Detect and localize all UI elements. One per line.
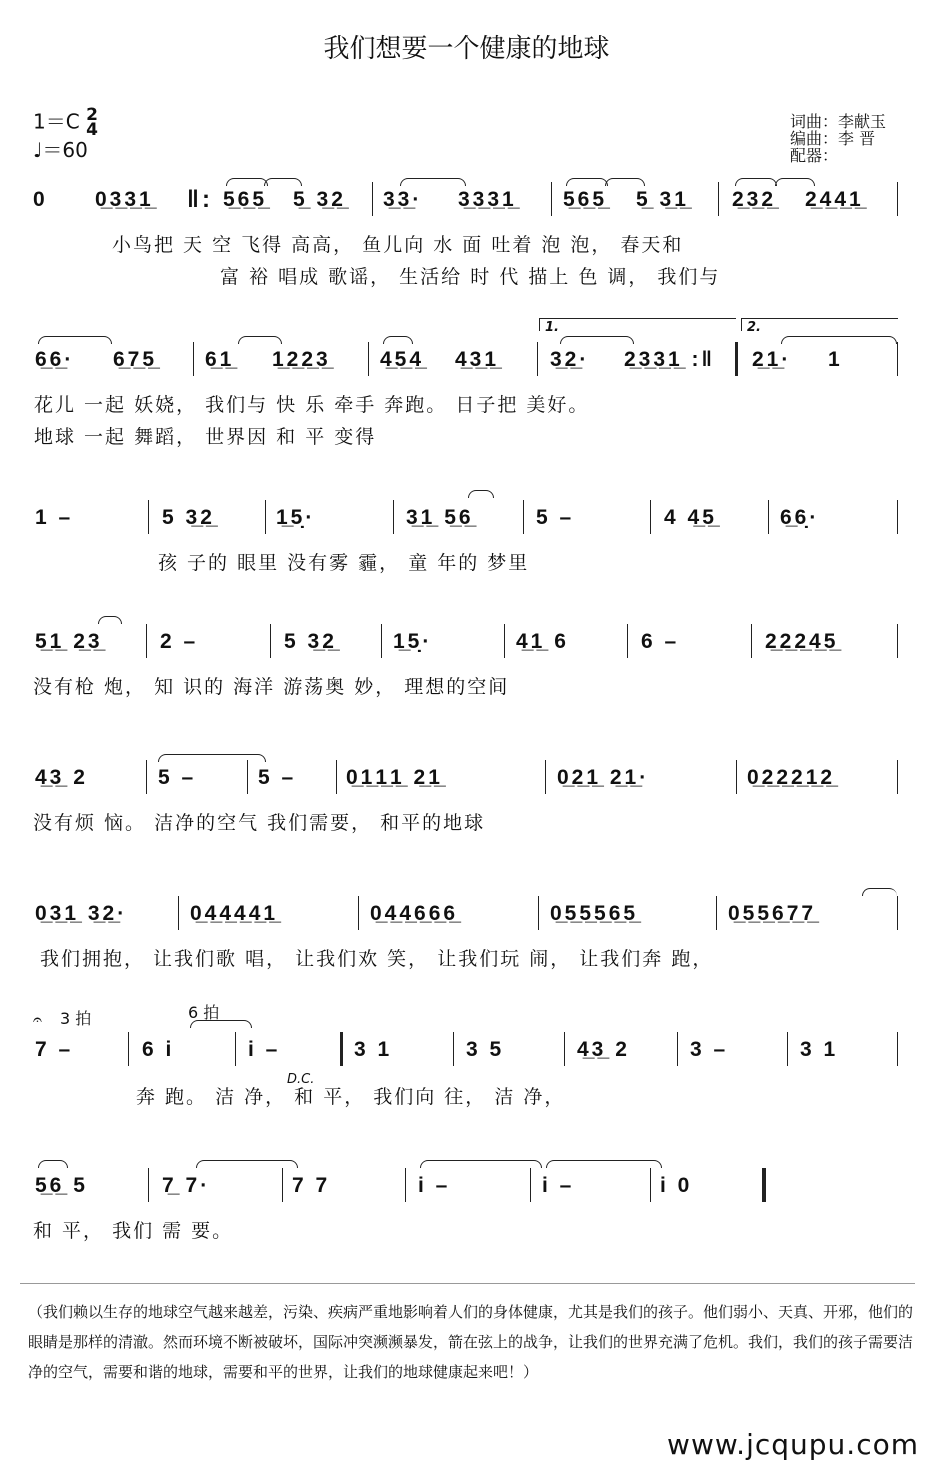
slur bbox=[605, 178, 645, 186]
bar-line bbox=[897, 342, 898, 376]
bar-line bbox=[897, 760, 898, 794]
volta-1-bracket bbox=[539, 318, 736, 331]
system-8 bbox=[0, 1156, 933, 1246]
measure: 4 4̲5̲ bbox=[664, 506, 717, 529]
fermata-duration: 3 拍 bbox=[60, 1009, 92, 1028]
bar-line bbox=[148, 500, 149, 534]
measure: 2̲2̲2̲4̲5̲ bbox=[765, 630, 839, 653]
lyrics-verse-1: 花儿 一起 妖娆， 我们与 快 乐 牵手 奔跑。 日子把 美好。 bbox=[34, 394, 590, 416]
slur bbox=[38, 1160, 68, 1168]
slur bbox=[226, 178, 268, 186]
volta-2-bracket bbox=[741, 318, 898, 331]
lyrics-verse-2: 地球 一起 舞蹈， 世界因 和 平 变得 bbox=[34, 426, 377, 448]
measure: 0̲3̲3̲1̲ bbox=[95, 188, 154, 211]
divider bbox=[20, 1283, 915, 1284]
measure: 0̲3̲1̲ 3̲2̲· bbox=[35, 902, 128, 925]
measure: 2̲4̲4̲1̲ bbox=[805, 188, 864, 211]
measure: 2 – bbox=[160, 630, 199, 653]
measure: 4̲1̲ 6 bbox=[516, 630, 569, 653]
bar-line bbox=[537, 342, 538, 376]
bar-line bbox=[368, 342, 369, 376]
measure: 6 i bbox=[142, 1038, 175, 1061]
bar-line bbox=[897, 896, 898, 930]
final-bar-line bbox=[762, 1168, 766, 1202]
slur bbox=[775, 178, 815, 186]
tie bbox=[862, 888, 897, 896]
measure: 6̲1̲ bbox=[205, 348, 235, 371]
bar-line bbox=[270, 624, 271, 658]
measure: 1̲5̣· bbox=[276, 506, 316, 529]
footnote: （我们赖以生存的地球空气越来越差，污染、疾病严重地影响着人们的身体健康，尤其是我们的孩子。他们弱小、天真、开邪，他们的眼睛是那样的清澈。然而环境不断被破坏，国际冲突濒濒暴发，箭在弦上的战争，让我们的世界充满了危机。我们，我们的孩子需要洁净的空气，需要和谐的地球，需要和平的世界，让我们的地球健康起来吧！） bbox=[28, 1303, 914, 1381]
volta-2-label: 2. bbox=[747, 320, 761, 335]
system-6 bbox=[0, 882, 933, 972]
measure: 5̲ 3̲1̲ bbox=[636, 188, 689, 211]
slur bbox=[38, 336, 112, 344]
measure: 2̲3̲3̲1̲ :‖ bbox=[624, 348, 715, 371]
key-tempo-block bbox=[33, 105, 98, 162]
bar-line bbox=[718, 182, 719, 216]
measure: 0̲4̲4̲6̲6̲6̲ bbox=[370, 902, 459, 925]
bar-line bbox=[768, 500, 769, 534]
tie bbox=[546, 1160, 662, 1168]
measure: i – bbox=[542, 1174, 575, 1197]
measure: 4̲3̲ 2 bbox=[35, 766, 88, 789]
measure: 5̲ 3̲2̲ bbox=[293, 188, 346, 211]
measure: 6̲7̲5̲ bbox=[113, 348, 158, 371]
bar-line bbox=[530, 1168, 531, 1202]
hold-duration: 6 拍 bbox=[188, 1003, 220, 1022]
measure: 4̲3̲1̲ bbox=[455, 348, 500, 371]
repeat-end-bar bbox=[735, 342, 738, 376]
bar-line bbox=[146, 760, 147, 794]
lyrics: 没有枪 炮， 知 识的 海洋 游荡奥 妙， 理想的空间 bbox=[33, 676, 510, 698]
key-signature: 1＝C bbox=[33, 109, 80, 134]
lyrics: 没有烦 恼。 洁净的空气 我们需要， 和平的地球 bbox=[33, 812, 486, 834]
measure: 0̲4̲4̲4̲4̲1̲ bbox=[190, 902, 279, 925]
bar-line bbox=[538, 896, 539, 930]
measure: 0̲2̲1̲ 2̲1̲· bbox=[557, 766, 650, 789]
bar-line bbox=[128, 1032, 129, 1066]
slur bbox=[566, 178, 608, 186]
system-4 bbox=[0, 612, 933, 702]
measure: i – bbox=[418, 1174, 451, 1197]
measure: 0̲5̲5̲6̲7̲7̲ bbox=[728, 902, 817, 925]
lyrics: 孩 子的 眼里 没有雾 霾， 童 年的 梦里 bbox=[158, 552, 530, 574]
bar-line bbox=[146, 624, 147, 658]
bar-line bbox=[336, 760, 337, 794]
tie bbox=[781, 336, 897, 344]
measure: 3 1 bbox=[800, 1038, 839, 1061]
measure: 1 – bbox=[35, 506, 74, 529]
system-3 bbox=[0, 490, 933, 580]
measure: 5̲6̲5̲ bbox=[223, 188, 268, 211]
measure: 3 1 bbox=[354, 1038, 393, 1061]
tie bbox=[420, 1160, 542, 1168]
bar-line bbox=[751, 624, 752, 658]
measure: 6̲6̣· bbox=[780, 506, 820, 529]
slur bbox=[383, 336, 413, 344]
measure: 1̲5̣· bbox=[393, 630, 433, 653]
system-1 bbox=[0, 180, 933, 290]
bar-line bbox=[504, 624, 505, 658]
measure: 7 – bbox=[35, 1038, 74, 1061]
measure: 6 – bbox=[641, 630, 680, 653]
bar-line bbox=[716, 896, 717, 930]
bar-line bbox=[545, 760, 546, 794]
tie bbox=[196, 1160, 298, 1168]
slur bbox=[400, 178, 466, 186]
bar-line bbox=[551, 182, 552, 216]
bar-line bbox=[897, 500, 898, 534]
measure: 4̲5̲4̲ bbox=[380, 348, 425, 371]
tie bbox=[190, 1020, 252, 1028]
bar-line bbox=[381, 624, 382, 658]
measure: 2̲3̲2̲ bbox=[732, 188, 777, 211]
bar-line bbox=[358, 896, 359, 930]
da-capo-marking: D.C. bbox=[287, 1072, 315, 1087]
bar-line bbox=[897, 182, 898, 216]
bar-line bbox=[897, 1032, 898, 1066]
measure: 3 – bbox=[690, 1038, 729, 1061]
slur bbox=[560, 336, 634, 344]
measure: 7̲ 7· bbox=[162, 1174, 211, 1197]
bar-line bbox=[897, 624, 898, 658]
measure: 5̲1̲ 2̲3̲ bbox=[35, 630, 103, 653]
bar-line bbox=[627, 624, 628, 658]
lyrics: 我们拥抱， 让我们歌 唱， 让我们欢 笑， 让我们玩 闹， 让我们奔 跑， bbox=[40, 948, 714, 970]
measure: 5 – bbox=[158, 766, 197, 789]
credits bbox=[790, 113, 886, 164]
repeat-start: ‖: bbox=[187, 186, 213, 213]
slur bbox=[98, 616, 122, 624]
volta-1-label: 1. bbox=[545, 320, 559, 335]
measure: i – bbox=[248, 1038, 281, 1061]
measure: 2̲1̲· bbox=[752, 348, 792, 371]
measure: 5 – bbox=[536, 506, 575, 529]
measure: 0 bbox=[33, 188, 48, 211]
bar-line bbox=[393, 500, 394, 534]
bar-line bbox=[265, 500, 266, 534]
credit-arranger: 编曲：李 晋 bbox=[790, 129, 876, 148]
system-2 bbox=[0, 320, 933, 450]
measure: 0̲1̲1̲1̲ 2̲1̲ bbox=[346, 766, 443, 789]
bar-line bbox=[523, 500, 524, 534]
measure: 5̲6̲5̲ bbox=[563, 188, 608, 211]
lyrics-verse-1: 小鸟把 天 空 飞得 高高， 鱼儿向 水 面 吐着 泡 泡， 春天和 bbox=[112, 234, 684, 256]
measure: 3̲1̲ 5̲6̲ bbox=[406, 506, 474, 529]
measure: 3̲3̲· bbox=[383, 188, 423, 211]
lyrics: 奔 跑。 洁 净， 和 平， 我们向 往， 洁 净， bbox=[136, 1086, 566, 1108]
bar-line bbox=[372, 182, 373, 216]
bar-line bbox=[193, 342, 194, 376]
measure: 5 3̲2̲ bbox=[284, 630, 337, 653]
song-title: 我们想要一个健康的地球 bbox=[323, 34, 610, 64]
bar-line bbox=[650, 1168, 651, 1202]
bar-line bbox=[247, 760, 248, 794]
bar-line bbox=[650, 500, 651, 534]
measure: 1̲2̲2̲3̲ bbox=[272, 348, 331, 371]
double-bar-line bbox=[340, 1032, 343, 1066]
tempo-marking: ♩＝60 bbox=[33, 138, 88, 162]
measure: 4̲3̲ 2 bbox=[577, 1038, 630, 1061]
system-7 bbox=[0, 1002, 933, 1112]
system-5 bbox=[0, 748, 933, 838]
measure: 0̲2̲2̲2̲1̲2̲ bbox=[747, 766, 836, 789]
measure: 0̲5̲5̲5̲6̲5̲ bbox=[550, 902, 639, 925]
slur bbox=[238, 336, 282, 344]
lyrics: 和 平， 我们 需 要。 bbox=[33, 1220, 234, 1242]
measure: 3̲3̲3̲1̲ bbox=[458, 188, 517, 211]
bar-line bbox=[405, 1168, 406, 1202]
lyrics-verse-2: 富 裕 唱成 歌谣， 生活给 时 代 描上 色 调， 我们与 bbox=[220, 266, 721, 288]
fermata-icon: 𝄐 bbox=[33, 1010, 42, 1029]
bar-line bbox=[787, 1032, 788, 1066]
tie bbox=[158, 754, 266, 762]
measure: 3 5 bbox=[466, 1038, 505, 1061]
bar-line bbox=[453, 1032, 454, 1066]
measure: 1 bbox=[828, 348, 843, 371]
measure: i 0 bbox=[660, 1174, 693, 1197]
slur bbox=[468, 490, 494, 498]
bar-line bbox=[282, 1168, 283, 1202]
measure: 6̲6̲· bbox=[35, 348, 75, 371]
credit-orchestration: 配器： bbox=[790, 146, 839, 165]
site-watermark: www.jcqupu.com bbox=[667, 1428, 919, 1461]
bar-line bbox=[178, 896, 179, 930]
credit-lyricist-composer: 词曲：李献玉 bbox=[790, 112, 887, 131]
bar-line bbox=[235, 1032, 236, 1066]
measure: 5 – bbox=[258, 766, 297, 789]
slur bbox=[264, 178, 302, 186]
bar-line bbox=[677, 1032, 678, 1066]
slur bbox=[735, 178, 777, 186]
bar-line bbox=[564, 1032, 565, 1066]
time-signature: 2 4 bbox=[86, 105, 98, 140]
measure: 3̲2̲· bbox=[550, 348, 590, 371]
bar-line bbox=[148, 1168, 149, 1202]
measure: 5̲6̲ 5 bbox=[35, 1174, 88, 1197]
measure: 7 7 bbox=[292, 1174, 331, 1197]
measure: 5 3̲2̲ bbox=[162, 506, 215, 529]
bar-line bbox=[736, 760, 737, 794]
